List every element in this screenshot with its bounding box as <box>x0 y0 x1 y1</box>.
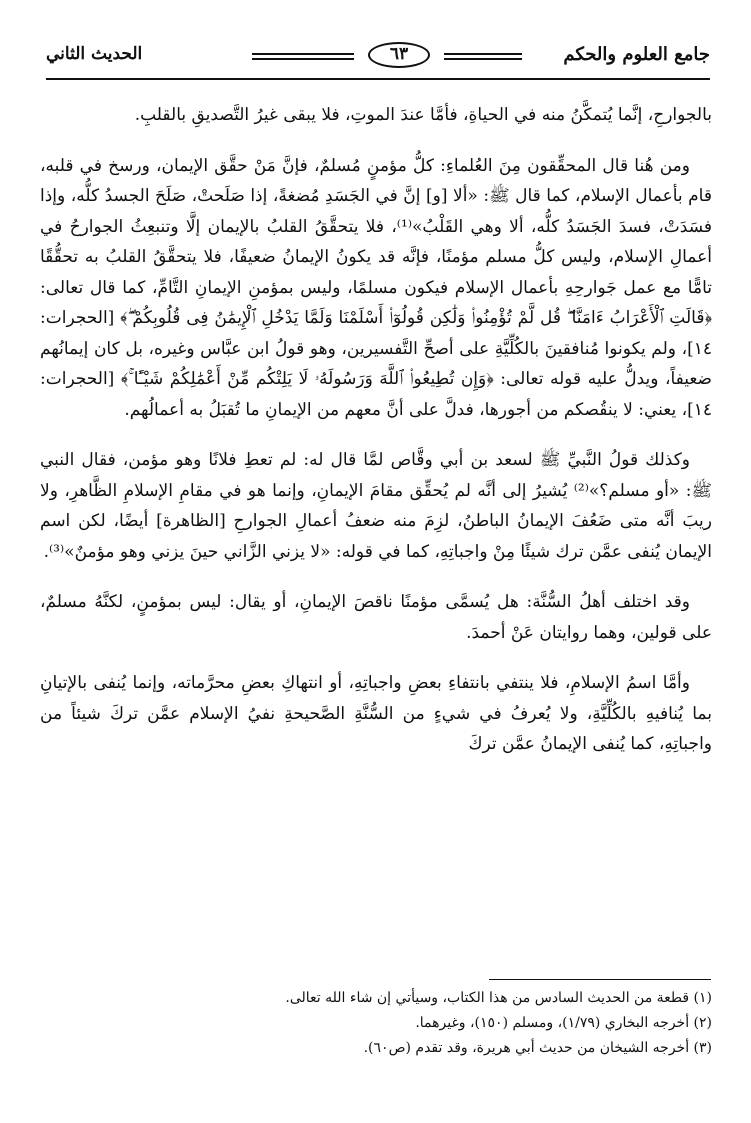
paragraph: وقد اختلف أهلُ السُّنَّة: هل يُسمَّى مؤمنًا ناقصَ الإيمانِ، أو يقال: ليس بمؤمنٍ، لكنَّهُ مسلمٌ، على قولين، وهما روايتان عَنْ أحمدَ. <box>40 592 712 643</box>
header-rule-right <box>444 53 522 60</box>
running-header <box>46 38 710 84</box>
paragraph: بالجوارحِ، إنَّما يُتمكَّنُ منه في الحياةِ، فأمَّا عندَ الموتِ، فلا يبقى غيرُ التَّصديقِ بالقلبِ. <box>134 105 712 125</box>
page-number: ٦٣ <box>389 44 409 64</box>
book-title: جامع العلوم والحكم <box>563 44 710 65</box>
page-number-badge <box>354 42 444 70</box>
footnote-separator <box>489 979 711 980</box>
footnote: (٣) أخرجه الشيخان من حديث أبي هريرة، وقد تقدم (ص٦٠). <box>363 1040 712 1056</box>
paragraph: ومن هُنا قال المحقِّقون مِنَ العُلماءِ: كلُّ مؤمنٍ مُسلمٌ، فإنَّ مَنْ حقَّق الإيمان، ورسخ في قلبه، قام بأعمال الإسلام، كما قال ﷺ: «ألا [و] إنَّ في الجَسَدِ مُضغةً، إذا صَلَحتْ، صَلَحَ الجسدُ كلُّه، وإذا فسَدَتْ، فسدَ الجَسَدُ كلُّه، ألا وهي القَلْبُ»⁽¹⁾، فلا يتحقَّقُ القلبُ بالإيمان إلَّا وتنبعِثُ الجوارحُ في أعمالِ الإسلام، وليس كلُّ مسلم مؤمنًا، فإنَّه قد يكونُ الإيمانُ ضعيفًا، فلا يتحقَّقُ القلبُ به تحقُّقًا تامًّا مع عمل جَوارحِهِ بأعمال الإسلام فيكون مسلمًا، وليس بمؤمنِ الإيمانِ التَّامِّ، كما قال تعالى: ﴿قَالَتِ ٱلْأَعْرَابُ ءَامَنَّا ۖ قُل لَّمْ تُؤْمِنُوا۟ وَلَٰكِن قُولُوٓا۟ أَسْلَمْنَا وَلَمَّا يَدْخُلِ ٱلْإِيمَٰنُ فِى قُلُوبِكُمْ ۖ﴾ [الحجرات: ١٤]، ولم يكونوا مُنافقينَ بالكُلِّيَّةِ على أصحِّ التَّفسيرين، وهو قولُ ابن عبَّاس وغيره، بل كان إيمانُهم ضعيفاً، ويدلُّ عليه قوله تعالى: ﴿وَإِن تُطِيعُوا۟ ٱللَّهَ وَرَسُولَهُۥ لَا يَلِتْكُم مِّنْ أَعْمَٰلِكُمْ شَيْـًٔا ۚ﴾ [الحجرات: ١٤]، يعني: لا ينقُصكم من أجورها، فدلَّ على أنَّ معهم من الإيمانِ ما تُقبَلُ به أعمالُهم. <box>40 155 712 420</box>
main-text <box>40 100 712 780</box>
chapter-title: الحديث الثاني <box>46 44 143 64</box>
paragraph: وكذلك قولُ النَّبيِّ ﷺ لسعد بن أبي وقَّاص لمَّا قال له: لم تعطِ فلانًا وهو مؤمن، فقال النبي ﷺ: «أو مسلم؟»⁽²⁾ يُشيرُ إلى أنَّه لم يُحقِّق مقامَ الإيمانِ، وإنما هو في مقامِ الإسلامِ الظَّاهرِ، ولا ريبَ أنَّه متى ضَعُفَ الإيمانُ الباطنُ، لزِمَ منه ضعفُ أعمالِ الجوارحِ [الظاهرة] أيضًا، لكن اسم الإيمان يُنفى عمَّن ترك شيئًا مِنْ واجباتِهِ، كما في قوله: «لا يزني الزَّاني حينَ يزني وهو مؤمنٌ»⁽³⁾. <box>40 450 712 562</box>
footnote: (١) قطعة من الحديث السادس من هذا الكتاب، وسيأتي إن شاء الله تعالى. <box>285 990 712 1006</box>
header-underline <box>46 78 710 80</box>
footnote: (٢) أخرجه البخاري (١/٧٩)، ومسلم (١٥٠)، وغيرهما. <box>415 1015 712 1031</box>
paragraph: وأمَّا اسمُ الإسلامِ، فلا ينتفي بانتفاءِ بعضِ واجباتِهِ، أو انتهاكِ بعضِ محرَّماته، وإنما يُنفى بالإتيانِ بما يُنافيهِ بالكُلِّيَّةِ، ولا يُعرفُ في شيءٍ من السُّنَّةِ الصَّحيحةِ نفيُ الإسلام عمَّن تركَ شيئاً من واجباتِهِ، كما يُنفى الإيمانُ عمَّن تركَ <box>40 673 712 754</box>
header-rule-left <box>252 53 354 60</box>
footnotes <box>40 986 712 1061</box>
